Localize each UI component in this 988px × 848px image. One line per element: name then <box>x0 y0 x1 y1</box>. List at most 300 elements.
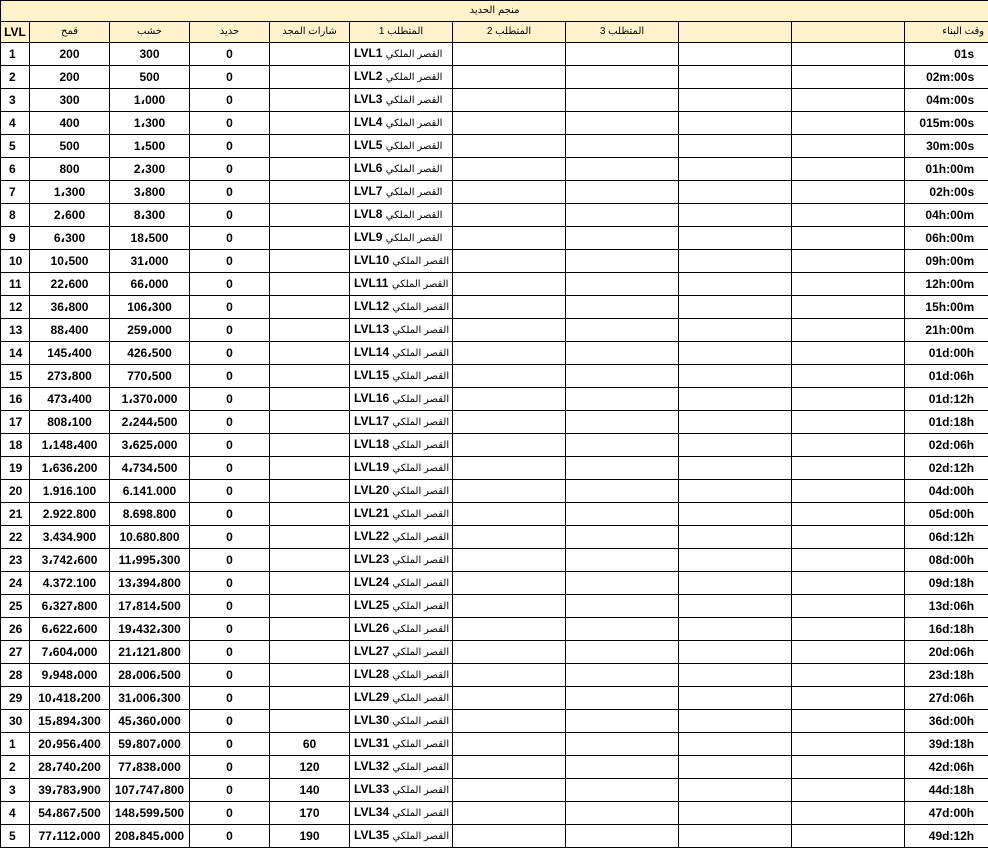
cell-build-time[interactable]: 06h:00m <box>905 227 988 250</box>
cell-req3[interactable] <box>566 296 679 319</box>
cell-iron[interactable]: 0 <box>190 296 270 319</box>
cell-wood[interactable]: 1،300 <box>110 112 190 135</box>
cell-empty-2[interactable] <box>792 710 905 733</box>
cell-req1[interactable] <box>350 135 453 158</box>
cell-req1[interactable] <box>350 779 453 802</box>
cell-req1[interactable] <box>350 227 453 250</box>
cell-iron[interactable]: 0 <box>190 549 270 572</box>
cell-req2[interactable] <box>453 664 566 687</box>
cell-build-time[interactable]: 42d:06h <box>905 756 988 779</box>
cell-lvl[interactable]: 5 <box>1 825 30 848</box>
cell-req2[interactable] <box>453 457 566 480</box>
cell-lvl[interactable]: 21 <box>1 503 30 526</box>
cell-empty-1[interactable] <box>679 434 792 457</box>
cell-iron[interactable]: 0 <box>190 733 270 756</box>
cell-glory[interactable] <box>270 250 350 273</box>
cell-req2[interactable] <box>453 365 566 388</box>
cell-req3[interactable] <box>566 825 679 848</box>
cell-glory[interactable] <box>270 66 350 89</box>
cell-wheat[interactable]: 6،300 <box>30 227 110 250</box>
cell-req1[interactable] <box>350 112 453 135</box>
cell-build-time[interactable]: 04h:00m <box>905 204 988 227</box>
cell-glory[interactable] <box>270 89 350 112</box>
cell-lvl[interactable]: 17 <box>1 411 30 434</box>
cell-lvl[interactable]: 19 <box>1 457 30 480</box>
cell-empty-2[interactable] <box>792 549 905 572</box>
cell-glory[interactable] <box>270 158 350 181</box>
cell-req1[interactable] <box>350 618 453 641</box>
cell-build-time[interactable]: 05d:00h <box>905 503 988 526</box>
cell-req3[interactable] <box>566 204 679 227</box>
cell-lvl[interactable]: 9 <box>1 227 30 250</box>
cell-req2[interactable] <box>453 296 566 319</box>
cell-req3[interactable] <box>566 273 679 296</box>
cell-empty-1[interactable] <box>679 89 792 112</box>
cell-lvl[interactable]: 18 <box>1 434 30 457</box>
cell-glory[interactable] <box>270 181 350 204</box>
cell-req2[interactable] <box>453 549 566 572</box>
cell-empty-1[interactable] <box>679 549 792 572</box>
cell-lvl[interactable]: 1 <box>1 43 30 66</box>
cell-lvl[interactable]: 8 <box>1 204 30 227</box>
cell-glory[interactable] <box>270 411 350 434</box>
cell-empty-1[interactable] <box>679 825 792 848</box>
cell-lvl[interactable]: 7 <box>1 181 30 204</box>
cell-req2[interactable] <box>453 342 566 365</box>
cell-empty-1[interactable] <box>679 250 792 273</box>
cell-empty-2[interactable] <box>792 112 905 135</box>
cell-empty-2[interactable] <box>792 66 905 89</box>
cell-wood[interactable]: 770،500 <box>110 365 190 388</box>
cell-lvl[interactable]: 4 <box>1 112 30 135</box>
cell-wood[interactable]: 66،000 <box>110 273 190 296</box>
cell-empty-1[interactable] <box>679 66 792 89</box>
cell-empty-1[interactable] <box>679 135 792 158</box>
cell-wood[interactable]: 2،244،500 <box>110 411 190 434</box>
cell-iron[interactable]: 0 <box>190 112 270 135</box>
cell-wheat[interactable]: 22،600 <box>30 273 110 296</box>
cell-iron[interactable]: 0 <box>190 779 270 802</box>
cell-empty-1[interactable] <box>679 595 792 618</box>
cell-build-time[interactable]: 30m:00s <box>905 135 988 158</box>
cell-req1[interactable] <box>350 664 453 687</box>
cell-iron[interactable]: 0 <box>190 664 270 687</box>
cell-req2[interactable] <box>453 388 566 411</box>
cell-glory[interactable] <box>270 365 350 388</box>
cell-req2[interactable] <box>453 687 566 710</box>
cell-req3[interactable] <box>566 457 679 480</box>
cell-lvl[interactable]: 2 <box>1 756 30 779</box>
header-req3[interactable]: المتطلب 3 <box>566 22 679 43</box>
cell-build-time[interactable]: 04d:00h <box>905 480 988 503</box>
cell-wheat[interactable]: 54،867،500 <box>30 802 110 825</box>
header-wheat[interactable]: قمح <box>30 22 110 43</box>
cell-req1[interactable] <box>350 204 453 227</box>
cell-wood[interactable]: 107،747،800 <box>110 779 190 802</box>
cell-lvl[interactable]: 15 <box>1 365 30 388</box>
cell-build-time[interactable]: 47d:00h <box>905 802 988 825</box>
cell-lvl[interactable]: 6 <box>1 158 30 181</box>
cell-req1[interactable] <box>350 181 453 204</box>
cell-req3[interactable] <box>566 733 679 756</box>
cell-wheat[interactable]: 9،948،000 <box>30 664 110 687</box>
cell-build-time[interactable]: 15h:00m <box>905 296 988 319</box>
cell-req1[interactable] <box>350 549 453 572</box>
cell-empty-1[interactable] <box>679 296 792 319</box>
cell-wheat[interactable]: 15،894،300 <box>30 710 110 733</box>
cell-wheat[interactable]: 500 <box>30 135 110 158</box>
cell-iron[interactable]: 0 <box>190 480 270 503</box>
cell-wheat[interactable]: 3،742،600 <box>30 549 110 572</box>
header-glory[interactable]: شارات المجد <box>270 22 350 43</box>
cell-lvl[interactable]: 27 <box>1 641 30 664</box>
cell-build-time[interactable]: 01h:00m <box>905 158 988 181</box>
cell-req1[interactable] <box>350 526 453 549</box>
cell-wheat[interactable]: 77،112،000 <box>30 825 110 848</box>
cell-req3[interactable] <box>566 687 679 710</box>
cell-wheat[interactable]: 88،400 <box>30 319 110 342</box>
cell-req1[interactable] <box>350 411 453 434</box>
cell-empty-1[interactable] <box>679 756 792 779</box>
cell-wood[interactable]: 2،300 <box>110 158 190 181</box>
header-req1[interactable]: المتطلب 1 <box>350 22 453 43</box>
cell-glory[interactable] <box>270 480 350 503</box>
cell-glory[interactable] <box>270 687 350 710</box>
cell-empty-2[interactable] <box>792 664 905 687</box>
cell-lvl[interactable]: 2 <box>1 66 30 89</box>
cell-wood[interactable]: 11،995،300 <box>110 549 190 572</box>
cell-empty-1[interactable] <box>679 687 792 710</box>
header-iron[interactable]: حديد <box>190 22 270 43</box>
cell-build-time[interactable]: 09h:00m <box>905 250 988 273</box>
cell-empty-1[interactable] <box>679 365 792 388</box>
cell-req3[interactable] <box>566 710 679 733</box>
cell-empty-1[interactable] <box>679 204 792 227</box>
cell-req2[interactable] <box>453 480 566 503</box>
cell-wood[interactable]: 208،845،000 <box>110 825 190 848</box>
cell-lvl[interactable]: 25 <box>1 595 30 618</box>
cell-wheat[interactable]: 400 <box>30 112 110 135</box>
cell-req2[interactable] <box>453 250 566 273</box>
cell-iron[interactable]: 0 <box>190 342 270 365</box>
cell-glory[interactable]: 190 <box>270 825 350 848</box>
cell-req2[interactable] <box>453 66 566 89</box>
cell-wood[interactable]: 19،432،300 <box>110 618 190 641</box>
cell-iron[interactable]: 0 <box>190 411 270 434</box>
cell-empty-2[interactable] <box>792 158 905 181</box>
sheet-title[interactable]: منجم الحديد <box>1 1 988 22</box>
cell-lvl[interactable]: 3 <box>1 89 30 112</box>
cell-iron[interactable]: 0 <box>190 503 270 526</box>
cell-lvl[interactable]: 23 <box>1 549 30 572</box>
cell-wheat[interactable]: 4.372.100 <box>30 572 110 595</box>
cell-wheat[interactable]: 36،800 <box>30 296 110 319</box>
cell-empty-1[interactable] <box>679 342 792 365</box>
cell-glory[interactable]: 120 <box>270 756 350 779</box>
cell-wood[interactable]: 77،838،000 <box>110 756 190 779</box>
cell-iron[interactable]: 0 <box>190 66 270 89</box>
cell-lvl[interactable]: 13 <box>1 319 30 342</box>
cell-wood[interactable]: 18،500 <box>110 227 190 250</box>
cell-req3[interactable] <box>566 779 679 802</box>
cell-empty-2[interactable] <box>792 480 905 503</box>
cell-build-time[interactable]: 06d:12h <box>905 526 988 549</box>
cell-req3[interactable] <box>566 641 679 664</box>
cell-empty-2[interactable] <box>792 250 905 273</box>
cell-empty-1[interactable] <box>679 158 792 181</box>
cell-empty-2[interactable] <box>792 825 905 848</box>
cell-empty-1[interactable] <box>679 319 792 342</box>
cell-build-time[interactable]: 36d:00h <box>905 710 988 733</box>
cell-empty-1[interactable] <box>679 710 792 733</box>
cell-wood[interactable]: 31،000 <box>110 250 190 273</box>
cell-wheat[interactable]: 1،636،200 <box>30 457 110 480</box>
cell-iron[interactable]: 0 <box>190 457 270 480</box>
cell-wheat[interactable]: 145،400 <box>30 342 110 365</box>
cell-build-time[interactable]: 02d:06h <box>905 434 988 457</box>
cell-req2[interactable] <box>453 572 566 595</box>
cell-build-time[interactable]: 02d:12h <box>905 457 988 480</box>
cell-iron[interactable]: 0 <box>190 710 270 733</box>
cell-empty-1[interactable] <box>679 457 792 480</box>
cell-empty-2[interactable] <box>792 572 905 595</box>
cell-wood[interactable]: 10.680.800 <box>110 526 190 549</box>
cell-req2[interactable] <box>453 319 566 342</box>
cell-req2[interactable] <box>453 204 566 227</box>
cell-empty-2[interactable] <box>792 503 905 526</box>
cell-iron[interactable]: 0 <box>190 825 270 848</box>
header-empty-2[interactable] <box>792 22 905 43</box>
cell-empty-1[interactable] <box>679 181 792 204</box>
cell-empty-1[interactable] <box>679 503 792 526</box>
cell-wood[interactable]: 45،360،000 <box>110 710 190 733</box>
cell-lvl[interactable]: 1 <box>1 733 30 756</box>
cell-req3[interactable] <box>566 434 679 457</box>
cell-lvl[interactable]: 11 <box>1 273 30 296</box>
cell-req3[interactable] <box>566 756 679 779</box>
cell-req2[interactable] <box>453 526 566 549</box>
cell-req2[interactable] <box>453 802 566 825</box>
cell-build-time[interactable]: 44d:18h <box>905 779 988 802</box>
cell-build-time[interactable]: 21h:00m <box>905 319 988 342</box>
cell-req3[interactable] <box>566 549 679 572</box>
cell-wood[interactable]: 8.698.800 <box>110 503 190 526</box>
cell-req3[interactable] <box>566 664 679 687</box>
cell-empty-2[interactable] <box>792 89 905 112</box>
cell-empty-2[interactable] <box>792 756 905 779</box>
cell-lvl[interactable]: 16 <box>1 388 30 411</box>
cell-req2[interactable] <box>453 641 566 664</box>
cell-build-time[interactable]: 01s <box>905 43 988 66</box>
cell-req1[interactable] <box>350 434 453 457</box>
cell-empty-1[interactable] <box>679 227 792 250</box>
cell-build-time[interactable]: 39d:18h <box>905 733 988 756</box>
cell-req3[interactable] <box>566 89 679 112</box>
header-empty-1[interactable] <box>679 22 792 43</box>
cell-empty-1[interactable] <box>679 618 792 641</box>
cell-wheat[interactable]: 800 <box>30 158 110 181</box>
cell-wood[interactable]: 300 <box>110 43 190 66</box>
cell-empty-1[interactable] <box>679 802 792 825</box>
cell-lvl[interactable]: 26 <box>1 618 30 641</box>
cell-iron[interactable]: 0 <box>190 388 270 411</box>
cell-glory[interactable]: 140 <box>270 779 350 802</box>
cell-iron[interactable]: 0 <box>190 43 270 66</box>
cell-glory[interactable] <box>270 296 350 319</box>
cell-build-time[interactable]: 01d:06h <box>905 365 988 388</box>
cell-req3[interactable] <box>566 135 679 158</box>
cell-wood[interactable]: 426،500 <box>110 342 190 365</box>
cell-req2[interactable] <box>453 181 566 204</box>
cell-req3[interactable] <box>566 618 679 641</box>
cell-empty-2[interactable] <box>792 733 905 756</box>
cell-wood[interactable]: 8،300 <box>110 204 190 227</box>
cell-build-time[interactable]: 13d:06h <box>905 595 988 618</box>
cell-req3[interactable] <box>566 227 679 250</box>
cell-wood[interactable]: 6.141.000 <box>110 480 190 503</box>
cell-glory[interactable] <box>270 43 350 66</box>
header-req2[interactable]: المتطلب 2 <box>453 22 566 43</box>
cell-wood[interactable]: 17،814،500 <box>110 595 190 618</box>
cell-req1[interactable] <box>350 825 453 848</box>
cell-glory[interactable] <box>270 273 350 296</box>
cell-empty-2[interactable] <box>792 411 905 434</box>
cell-lvl[interactable]: 10 <box>1 250 30 273</box>
cell-glory[interactable]: 170 <box>270 802 350 825</box>
cell-build-time[interactable]: 08d:00h <box>905 549 988 572</box>
cell-empty-2[interactable] <box>792 457 905 480</box>
cell-req2[interactable] <box>453 710 566 733</box>
cell-build-time[interactable]: 01d:18h <box>905 411 988 434</box>
cell-build-time[interactable]: 49d:12h <box>905 825 988 848</box>
cell-req3[interactable] <box>566 388 679 411</box>
cell-req3[interactable] <box>566 480 679 503</box>
cell-wheat[interactable]: 10،418،200 <box>30 687 110 710</box>
cell-iron[interactable]: 0 <box>190 365 270 388</box>
cell-empty-2[interactable] <box>792 273 905 296</box>
cell-empty-1[interactable] <box>679 43 792 66</box>
cell-iron[interactable]: 0 <box>190 89 270 112</box>
cell-req3[interactable] <box>566 526 679 549</box>
cell-iron[interactable]: 0 <box>190 181 270 204</box>
cell-wheat[interactable]: 10،500 <box>30 250 110 273</box>
cell-wood[interactable]: 4،734،500 <box>110 457 190 480</box>
cell-req3[interactable] <box>566 112 679 135</box>
cell-lvl[interactable]: 28 <box>1 664 30 687</box>
cell-build-time[interactable]: 12h:00m <box>905 273 988 296</box>
cell-wheat[interactable]: 20،956،400 <box>30 733 110 756</box>
cell-req1[interactable] <box>350 365 453 388</box>
cell-build-time[interactable]: 04m:00s <box>905 89 988 112</box>
cell-req1[interactable] <box>350 802 453 825</box>
cell-lvl[interactable]: 24 <box>1 572 30 595</box>
cell-req1[interactable] <box>350 342 453 365</box>
cell-wheat[interactable]: 39،783،900 <box>30 779 110 802</box>
cell-iron[interactable]: 0 <box>190 802 270 825</box>
cell-glory[interactable]: 60 <box>270 733 350 756</box>
cell-glory[interactable] <box>270 457 350 480</box>
cell-iron[interactable]: 0 <box>190 641 270 664</box>
cell-empty-2[interactable] <box>792 641 905 664</box>
cell-req2[interactable] <box>453 779 566 802</box>
cell-req1[interactable] <box>350 480 453 503</box>
cell-req3[interactable] <box>566 365 679 388</box>
cell-req2[interactable] <box>453 411 566 434</box>
cell-req1[interactable] <box>350 710 453 733</box>
cell-wood[interactable]: 3،800 <box>110 181 190 204</box>
cell-empty-2[interactable] <box>792 618 905 641</box>
cell-wheat[interactable]: 6،622،600 <box>30 618 110 641</box>
cell-req1[interactable] <box>350 595 453 618</box>
cell-iron[interactable]: 0 <box>190 595 270 618</box>
cell-req1[interactable] <box>350 733 453 756</box>
cell-empty-1[interactable] <box>679 112 792 135</box>
cell-empty-2[interactable] <box>792 204 905 227</box>
cell-iron[interactable]: 0 <box>190 319 270 342</box>
cell-wood[interactable]: 21،121،800 <box>110 641 190 664</box>
cell-req2[interactable] <box>453 595 566 618</box>
cell-glory[interactable] <box>270 112 350 135</box>
cell-glory[interactable] <box>270 434 350 457</box>
cell-wood[interactable]: 148،599،500 <box>110 802 190 825</box>
cell-empty-2[interactable] <box>792 43 905 66</box>
cell-req2[interactable] <box>453 756 566 779</box>
cell-empty-2[interactable] <box>792 687 905 710</box>
cell-wood[interactable]: 3،625،000 <box>110 434 190 457</box>
cell-req1[interactable] <box>350 687 453 710</box>
cell-req2[interactable] <box>453 43 566 66</box>
cell-wood[interactable]: 59،807،000 <box>110 733 190 756</box>
cell-glory[interactable] <box>270 641 350 664</box>
cell-glory[interactable] <box>270 204 350 227</box>
cell-glory[interactable] <box>270 710 350 733</box>
cell-req2[interactable] <box>453 112 566 135</box>
cell-req3[interactable] <box>566 342 679 365</box>
cell-empty-2[interactable] <box>792 779 905 802</box>
cell-req2[interactable] <box>453 618 566 641</box>
cell-glory[interactable] <box>270 595 350 618</box>
cell-lvl[interactable]: 30 <box>1 710 30 733</box>
cell-wood[interactable]: 1،000 <box>110 89 190 112</box>
cell-lvl[interactable]: 4 <box>1 802 30 825</box>
cell-glory[interactable] <box>270 135 350 158</box>
cell-empty-2[interactable] <box>792 595 905 618</box>
cell-empty-1[interactable] <box>679 664 792 687</box>
cell-wheat[interactable]: 7،604،000 <box>30 641 110 664</box>
cell-lvl[interactable]: 20 <box>1 480 30 503</box>
cell-glory[interactable] <box>270 388 350 411</box>
cell-req3[interactable] <box>566 66 679 89</box>
cell-empty-2[interactable] <box>792 434 905 457</box>
cell-lvl[interactable]: 5 <box>1 135 30 158</box>
cell-empty-1[interactable] <box>679 641 792 664</box>
cell-req3[interactable] <box>566 181 679 204</box>
cell-wheat[interactable]: 1.916.100 <box>30 480 110 503</box>
cell-build-time[interactable]: 02m:00s <box>905 66 988 89</box>
cell-lvl[interactable]: 12 <box>1 296 30 319</box>
cell-req2[interactable] <box>453 825 566 848</box>
cell-wheat[interactable]: 2،600 <box>30 204 110 227</box>
cell-empty-1[interactable] <box>679 411 792 434</box>
cell-req1[interactable] <box>350 296 453 319</box>
cell-glory[interactable] <box>270 618 350 641</box>
cell-iron[interactable]: 0 <box>190 135 270 158</box>
cell-empty-1[interactable] <box>679 273 792 296</box>
cell-req1[interactable] <box>350 250 453 273</box>
cell-iron[interactable]: 0 <box>190 273 270 296</box>
cell-empty-1[interactable] <box>679 388 792 411</box>
cell-req2[interactable] <box>453 89 566 112</box>
